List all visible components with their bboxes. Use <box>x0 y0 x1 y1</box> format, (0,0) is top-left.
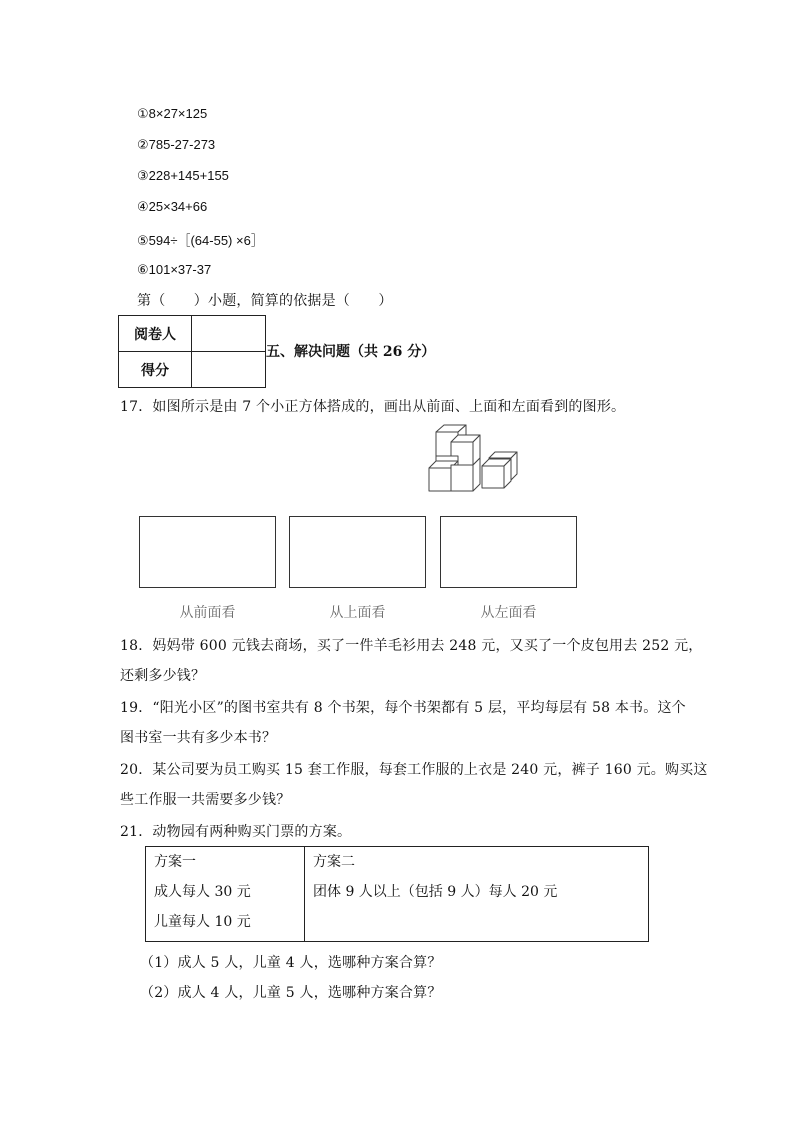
left-view-box[interactable] <box>440 516 577 588</box>
plan2-cell <box>305 847 649 942</box>
front-view-label: 从前面看 <box>179 605 236 621</box>
q20-line2: 些工作服一共需要多少钱？ <box>120 792 291 808</box>
plan1-cell <box>146 847 305 942</box>
fill-prompt: 第（ ）小题，简算的依据是（ ） <box>137 293 393 309</box>
score-table <box>118 315 266 388</box>
calc-item-6: ⑥101×37-37 <box>137 262 212 277</box>
q18-line1: 18．妈妈带 600 元钱去商场，买了一件羊毛衫用去 248 元，又买了一个皮包用去 252 元， <box>120 638 703 654</box>
top-view-label: 从上面看 <box>329 605 386 621</box>
score-cell <box>192 352 266 388</box>
score-label: 得分 <box>119 352 192 388</box>
q21-sub2: （2）成人 4 人，儿童 5 人，选哪种方案合算？ <box>140 985 442 1001</box>
front-view-box[interactable] <box>139 516 276 588</box>
q20-line1: 20．某公司要为员工购买 15 套工作服，每套工作服的上衣是 240 元，裤子 160 元。购买这 <box>120 762 708 778</box>
calc-item-2: ②785-27-273 <box>137 137 216 152</box>
reviewer-label: 阅卷人 <box>119 316 192 352</box>
left-view-label: 从左面看 <box>480 605 537 621</box>
plan1-title: 方案一 <box>154 854 196 870</box>
calc-item-5: ⑤594÷［(64-55) ×6］ <box>137 233 264 248</box>
calc-item-1: ①8×27×125 <box>137 106 208 121</box>
q18-line2: 还剩多少钱？ <box>120 668 206 684</box>
cube-bottom-mid <box>451 465 473 491</box>
plan2-group-price: 团体 9 人以上（包括 9 人）每人 20 元 <box>313 884 558 900</box>
plan1-child-price: 儿童每人 10 元 <box>154 914 251 930</box>
reviewer-cell <box>192 316 266 352</box>
plan1-adult-price: 成人每人 30 元 <box>154 884 251 900</box>
cube-right-front <box>482 459 511 488</box>
plan2-title: 方案二 <box>313 854 355 870</box>
cube-figure <box>425 424 520 494</box>
calc-item-3: ③228+145+155 <box>137 168 229 183</box>
q17-text: 17．如图所示是由 7 个小正方体搭成的，画出从前面、上面和左面看到的图形。 <box>120 399 626 415</box>
q21-text: 21．动物园有两种购买门票的方案。 <box>120 824 352 840</box>
section-title: 五、解决问题（共 26 分） <box>266 344 436 360</box>
q19-line1: 19．“阳光小区”的图书室共有 8 个书架，每个书架都有 5 层，平均每层有 58 本书。这个 <box>120 700 686 716</box>
ticket-plan-table <box>145 846 649 942</box>
q21-sub1: （1）成人 5 人，儿童 4 人，选哪种方案合算？ <box>140 955 442 971</box>
q19-line2: 图书室一共有多少本书？ <box>120 730 277 746</box>
calc-item-4: ④25×34+66 <box>137 199 208 214</box>
top-view-box[interactable] <box>289 516 426 588</box>
